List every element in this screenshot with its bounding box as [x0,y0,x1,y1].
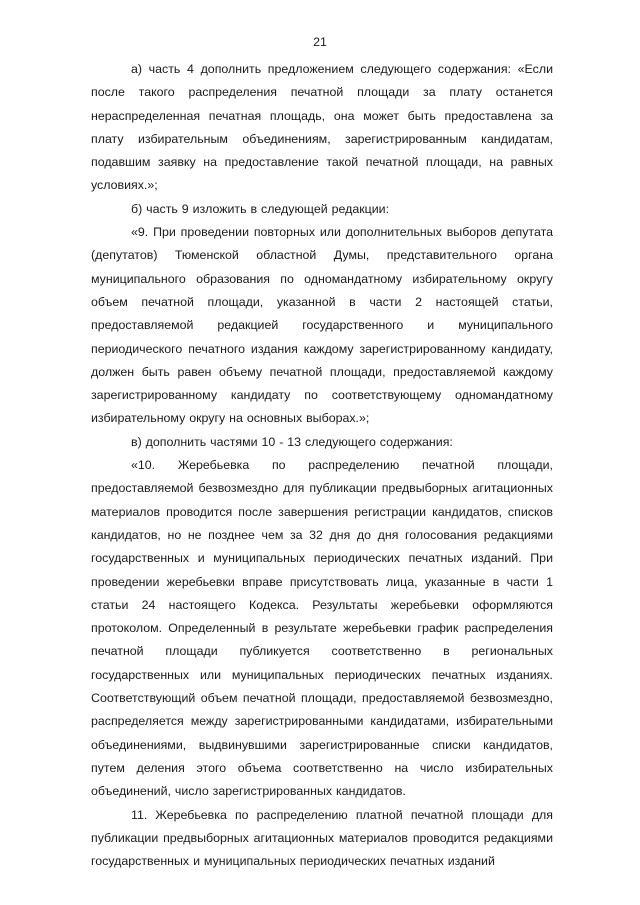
paragraph-amendment-c: в) дополнить частями 10 - 13 следующего содержания: [131,434,453,449]
document-body [91,58,553,873]
paragraph-part-9: «9. При проведении повторных или дополнительных выборов депутата (депутатов) Тюменской областной Думы, представительного органа муниципального образования по одномандатному избирательному округу объем печатной площади, указанной в части 2 настоящей статьи, предоставляемой редакцией государственного и муниципального периодического печатного издания каждому зарегистрированному кандидату, должен быть равен объему печатной площади, предоставляемой каждому зарегистрированному кандидату по соответствующему одномандатному избирательному округу на основных выборах.»; [91,225,553,426]
paragraph-part-10: «10. Жеребьевка по распределению печатной площади, предоставляемой безвозмездно для публикации предвыборных агитационных материалов проводится после завершения регистрации кандидатов, списков кандидатов, но не позднее чем за 32 дня до дня голосования редакциями государственных и муниципальных периодических печатных изданий. При проведении жеребьевки вправе присутствовать лица, указанные в части 1 статьи 24 настоящего Кодекса. Результаты жеребьевки оформляются протоколом. Определенный в результате жеребьевки график распределения печатной площади публикуется соответственно в региональных государственных или муниципальных периодических печатных изданиях. Соответствующий объем печатной площади, предоставляемой безвозмездно, распределяется между зарегистрированными кандидатами, избирательными объединениями, выдвинувшими зарегистрированные списки кандидатов, путем деления этого объема соответственно на число избирательных объединений, число зарегистрированных кандидатов. [91,458,553,799]
paragraph-amendment-b: б) часть 9 изложить в следующей редакции: [131,201,390,216]
paragraph-part-11: 11. Жеребьевка по распределению платной печатной площади для публикации предвыборных агитационных материалов проводится редакциями государственных и муниципальных периодических печатных изданий [91,807,553,869]
paragraph-amendment-a: а) часть 4 дополнить предложением следующего содержания: «Если после такого распределения печатной площади за плату останется нераспределенная печатная площадь, она может быть предоставлена за плату избирательным объединениям, зарегистрированным кандидатам, подавшим заявку на предоставление такой печатной площади, на равных условиях.»; [91,62,553,193]
page-number: 21 [313,35,327,49]
